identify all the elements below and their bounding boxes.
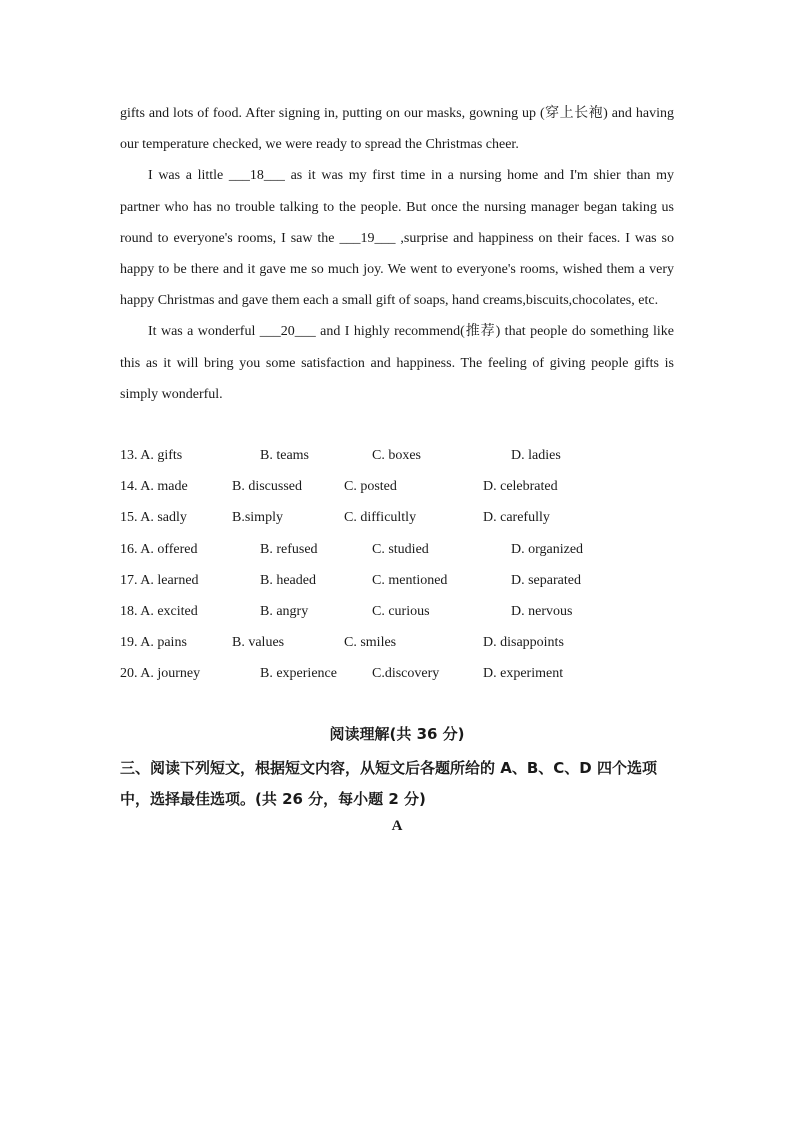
part-label: A xyxy=(391,818,403,834)
section-instruction: 三、阅读下列短文，根据短文内容，从短文后各题所给的 A、B、C、D 四个选项中，选择最佳选项。(共 26 分，每小题 2 分) xyxy=(120,759,657,808)
option-b: B. refused xyxy=(260,541,318,557)
option-d: D. nervous xyxy=(511,603,573,619)
option-b: B. discussed xyxy=(232,479,302,495)
question-row-14 xyxy=(120,471,674,502)
option-c: C. posted xyxy=(344,479,397,495)
option-d: D. celebrated xyxy=(483,479,558,495)
question-row-17 xyxy=(120,565,674,596)
option-c: C.discovery xyxy=(372,666,440,682)
question-row-19 xyxy=(120,627,674,658)
option-b: B.simply xyxy=(232,510,283,526)
option-c: C. mentioned xyxy=(372,572,448,588)
option-c: C. difficultly xyxy=(344,510,417,526)
option-b: B. headed xyxy=(260,572,316,588)
option-a: 18. A. excited xyxy=(120,603,198,619)
option-a: 19. A. pains xyxy=(120,635,187,651)
option-c: C. boxes xyxy=(372,448,421,463)
question-row-16 xyxy=(120,534,674,565)
section-title: 阅读理解(共 36 分) xyxy=(329,725,465,743)
option-b: B. teams xyxy=(260,448,309,463)
option-a: 16. A. offered xyxy=(120,541,198,557)
option-b: B. angry xyxy=(260,603,309,619)
question-row-13 xyxy=(120,440,674,471)
option-d: D. ladies xyxy=(511,448,561,463)
option-c: C. smiles xyxy=(344,635,397,651)
option-a: 15. A. sadly xyxy=(120,510,187,526)
option-d: D. carefully xyxy=(483,510,550,526)
passage-paragraph: It was a wonderful ___20___ and I highly recommend(推荐) that people do something like this as it will bring you some satisfaction and happiness. The feeling of giving people gifts is simply wonderful. xyxy=(120,324,674,402)
option-a: 14. A. made xyxy=(120,479,188,495)
option-c: C. curious xyxy=(372,603,430,619)
question-row-15 xyxy=(120,502,674,533)
option-d: D. disappoints xyxy=(483,635,564,651)
passage-paragraph: I was a little ___18___ as it was my first time in a nursing home and I'm shier than my partner who has no trouble talking to the people. But once the nursing manager began taking us round to everyone's rooms, I saw the ___19___ ,surprise and happiness on their faces. I was so happy to be there and it gave me so much joy. We went to everyone's rooms, wished them a very happy Christmas and gave them each a small gift of soaps, hand creams,biscuits,chocolates, etc. xyxy=(120,168,674,309)
option-b: B. experience xyxy=(260,666,337,682)
option-a: 20. A. journey xyxy=(120,666,201,682)
option-d: D. organized xyxy=(511,541,584,557)
question-row-20 xyxy=(120,658,674,689)
answer-options xyxy=(120,440,674,690)
option-d: D. separated xyxy=(511,572,581,588)
cloze-passage xyxy=(120,98,674,410)
option-a: 17. A. learned xyxy=(120,572,199,588)
passage-paragraph: gifts and lots of food. After signing in, putting on our masks, gowning up (穿上长袍) and having our temperature checked, we were ready to spread the Christmas cheer. xyxy=(120,106,674,153)
option-d: D. experiment xyxy=(483,666,564,682)
option-b: B. values xyxy=(232,635,285,651)
option-a: 13. A. gifts xyxy=(120,448,183,463)
question-row-18 xyxy=(120,596,674,627)
option-c: C. studied xyxy=(372,541,429,557)
